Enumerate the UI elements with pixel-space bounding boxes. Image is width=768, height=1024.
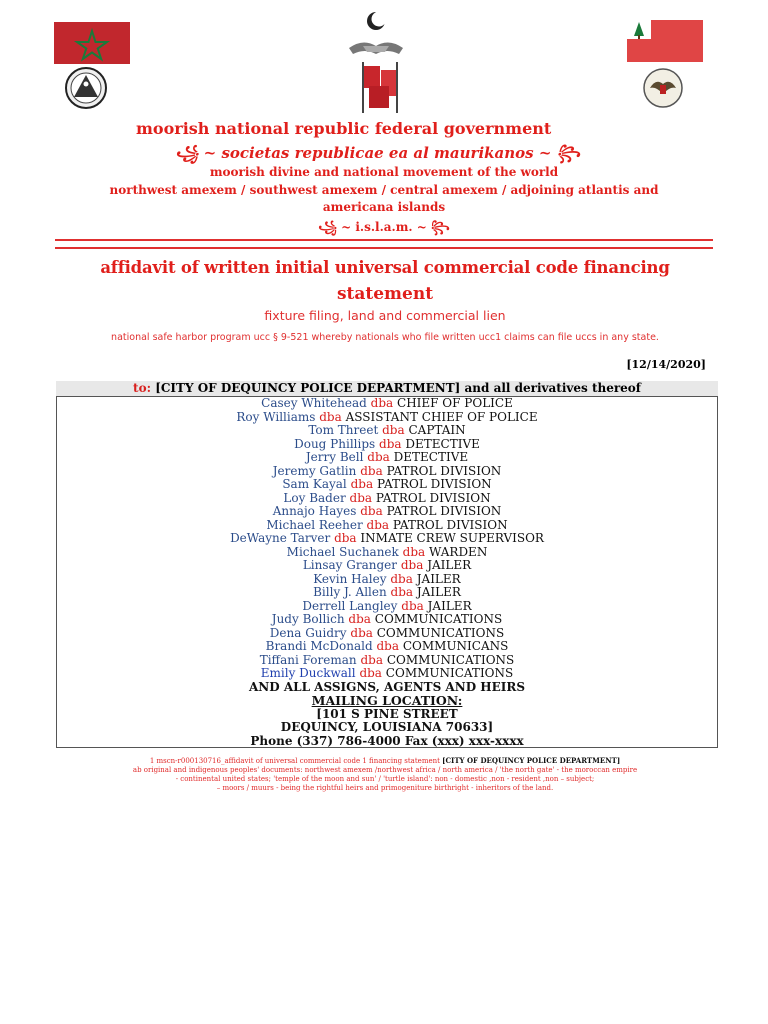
recipient-name: Kevin Haley xyxy=(313,571,387,586)
recipient-name: Derrell Langley xyxy=(302,598,398,613)
recipient-name: Sam Kayal xyxy=(282,477,347,491)
footer-line1 xyxy=(60,756,710,767)
pyramid-seal-icon xyxy=(65,67,107,109)
dba-label: dba xyxy=(360,652,383,667)
recipient-name: Doug Phillips xyxy=(294,436,376,451)
recipient-row xyxy=(57,640,717,653)
assigns-line: AND ALL ASSIGNS, AGENTS AND HEIRS xyxy=(248,680,526,694)
footer-entity: [CITY OF DEQUINCY POLICE DEPARTMENT] xyxy=(442,756,621,765)
recipient-name: Jerry Bell xyxy=(305,450,364,464)
recipient-name: Tom Threet xyxy=(308,423,379,437)
recipient-role: PATROL DIVISION xyxy=(386,504,502,518)
header-line6: ꧁ ~ i.s.l.a.m. ~ ꧂ xyxy=(318,220,450,234)
recipient-row xyxy=(57,600,717,613)
recipient-role: DETECTIVE xyxy=(405,436,480,451)
recipient-name: Dena Guidry xyxy=(269,625,347,640)
recipient-role: CHIEF OF POLICE xyxy=(397,396,513,410)
recipient-row xyxy=(57,505,717,518)
recipient-row xyxy=(57,424,717,437)
recipient-name: DeWayne Tarver xyxy=(230,531,331,545)
dba-label: dba xyxy=(359,666,382,680)
address-line1: [101 S PINE STREET xyxy=(316,707,458,721)
recipient-row xyxy=(57,492,717,505)
footer-line2: ab original and indigenous peoples' documents: northwest amexem /northwest africa / north america / 'the north gate' - the moroccan empire xyxy=(132,766,638,774)
recipient-entity: [CITY OF DEQUINCY POLICE DEPARTMENT] and all derivatives thereof xyxy=(155,381,641,395)
document-date: [12/14/2020] xyxy=(626,358,706,371)
program-statement: national safe harbor program ucc § 9-521 whereby nationals who file written ucc1 claims can file uccs in any state. xyxy=(111,332,659,343)
crescent-handshake-icon xyxy=(345,10,407,60)
recipient-role: DETECTIVE xyxy=(393,450,469,464)
dba-label: dba xyxy=(349,490,373,505)
eagle-seal-icon xyxy=(642,68,684,108)
recipient-name: Billy J. Allen xyxy=(313,585,387,599)
recipient-header xyxy=(56,381,718,396)
mailing-label: MAILING LOCATION: xyxy=(311,693,463,708)
recipient-row xyxy=(57,667,717,680)
recipient-role: INMATE CREW SUPERVISOR xyxy=(360,531,544,545)
dba-label: dba xyxy=(350,477,374,491)
recipient-name: Roy Williams xyxy=(236,409,316,424)
recipient-role: JAILER xyxy=(427,558,472,572)
dba-label: dba xyxy=(382,423,405,437)
recipient-role: CAPTAIN xyxy=(408,423,466,437)
to-label: to: xyxy=(133,381,152,395)
recipient-role: COMMUNICATIONS xyxy=(376,625,505,640)
recipient-role: WARDEN xyxy=(429,544,488,559)
dba-label: dba xyxy=(379,436,402,451)
recipient-row xyxy=(57,451,717,464)
recipient-name: Judy Bollich xyxy=(271,612,345,626)
recipient-row xyxy=(57,654,717,667)
dba-label: dba xyxy=(319,409,342,424)
recipient-name: Linsay Granger xyxy=(302,558,397,572)
header-line4: northwest amexem / southwest amexem / central amexem / adjoining atlantis and xyxy=(109,183,659,197)
footer-line4: – moors / muurs - being the rightful heirs and primogeniture birthright - inheritors of the land. xyxy=(216,784,554,792)
recipient-name: Casey Whitehead xyxy=(261,396,367,410)
divider-bottom xyxy=(55,247,713,249)
address-line2: DEQUINCY, LOUISIANA 70633] xyxy=(280,720,494,734)
recipient-list-box xyxy=(56,396,718,748)
recipient-name: Loy Bader xyxy=(283,490,346,505)
recipient-role: PATROL DIVISION xyxy=(376,477,492,491)
recipient-role: ASSISTANT CHIEF OF POLICE xyxy=(345,409,538,424)
recipient-row xyxy=(57,627,717,640)
dba-label: dba xyxy=(402,544,426,559)
recipient-role: PATROL DIVISION xyxy=(392,517,508,532)
recipient-row xyxy=(57,559,717,572)
recipient-name: Tiffani Foreman xyxy=(259,652,357,667)
flags-emblem-icon xyxy=(355,60,405,115)
recipient-role: JAILER xyxy=(427,598,472,613)
recipient-row xyxy=(57,613,717,626)
recipient-row xyxy=(57,397,717,410)
dba-label: dba xyxy=(401,598,424,613)
dba-label: dba xyxy=(400,558,424,572)
moroccan-flag-icon xyxy=(54,22,130,64)
recipient-row xyxy=(57,519,717,532)
dba-label: dba xyxy=(376,639,400,653)
recipient-role: PATROL DIVISION xyxy=(375,490,491,505)
dba-label: dba xyxy=(390,571,413,586)
document-title-line2: statement xyxy=(336,284,434,304)
header-line5: americana islands xyxy=(322,200,446,214)
dba-label: dba xyxy=(390,585,414,599)
header-line1: moorish national republic federal government xyxy=(136,119,552,138)
recipient-role: COMMUNICANS xyxy=(402,639,509,653)
recipient-row xyxy=(57,465,717,478)
footer-reference: 1 mscn-r000130716_affidavit of universal commercial code 1 financing statement xyxy=(149,757,440,765)
dba-label: dba xyxy=(367,450,390,464)
new-england-flag-icon xyxy=(627,20,703,62)
recipient-role: JAILER xyxy=(416,585,461,599)
recipient-name: Brandi McDonald xyxy=(265,639,373,653)
dba-label: dba xyxy=(334,531,357,545)
recipient-row xyxy=(57,546,717,559)
recipient-name: Michael Suchanek xyxy=(286,544,399,559)
recipient-row xyxy=(57,532,717,545)
dba-label: dba xyxy=(366,517,390,532)
document-title-line1: affidavit of written initial universal commercial code financing xyxy=(100,258,670,277)
recipient-name: Annajo Hayes xyxy=(272,504,357,518)
divider-top xyxy=(55,239,713,241)
recipient-name: Michael Reeher xyxy=(266,517,363,532)
recipient-row xyxy=(57,573,717,586)
recipient-role: PATROL DIVISION xyxy=(386,463,502,478)
document-subtitle: fixture filing, land and commercial lien xyxy=(264,308,506,323)
dba-label: dba xyxy=(370,396,394,410)
dba-label: dba xyxy=(350,625,373,640)
recipient-role: COMMUNICATIONS xyxy=(374,612,503,626)
recipient-name: Emily Duckwall xyxy=(260,666,356,680)
recipient-role: COMMUNICATIONS xyxy=(385,666,514,680)
recipient-row xyxy=(57,478,717,491)
dba-label: dba xyxy=(360,463,383,478)
dba-label: dba xyxy=(348,612,371,626)
dba-label: dba xyxy=(360,504,383,518)
recipient-row xyxy=(57,438,717,451)
recipient-row xyxy=(57,586,717,599)
recipient-role: COMMUNICATIONS xyxy=(386,652,515,667)
recipient-role: JAILER xyxy=(416,571,461,586)
footer-line3: - continental united states; 'temple of the moon and sun' / 'turtle island': non - domestic ,non - resident ,non – subject; xyxy=(175,775,595,783)
header-line3: moorish divine and national movement of the world xyxy=(209,165,559,179)
header-line2: ꧁ ~ societas republicae ea al maurikanos ~ ꧂ xyxy=(175,144,581,162)
phone-line: Phone (337) 786-4000 Fax (xxx) xxx-xxxx xyxy=(250,734,524,748)
recipient-name: Jeremy Gatlin xyxy=(272,463,357,478)
recipient-row xyxy=(57,411,717,424)
